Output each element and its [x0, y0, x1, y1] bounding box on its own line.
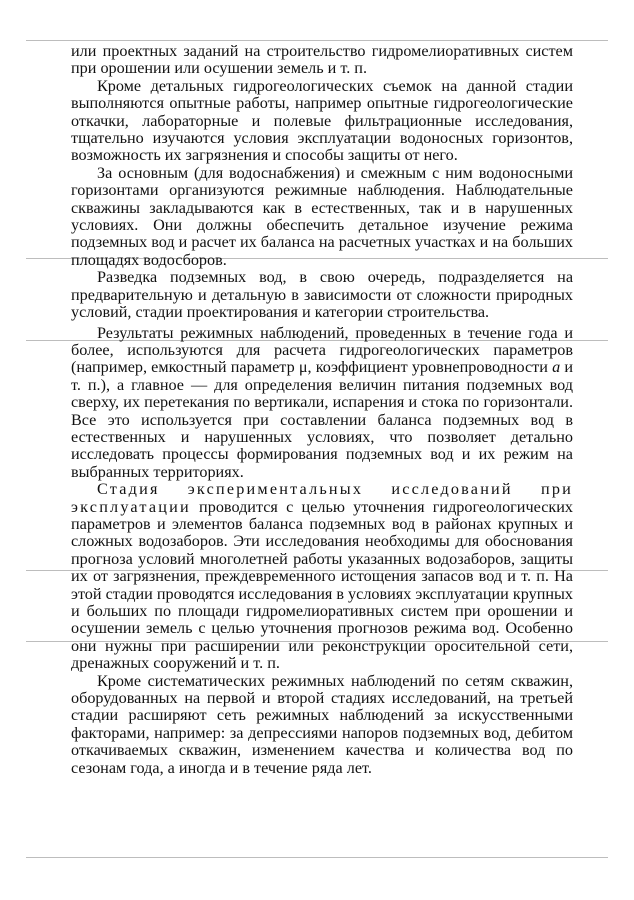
text-span: проводится с целью уточнения гидрогеологических параметров и элементов баланса подземных вод в районах крупных и сложных водозаборов. Эти исследования необходимы для обоснования прогноза условий многолетней работы указанных водозаборов, защиты их от загрязнения, преждевременного истощения запасов вод и т. п. На этой стадии проводятся исследования в условиях эксплуатации крупных и больших по площади гидромелиоративных систем при орошении и осушении земель с целью уточнения прогнозов режима вод. Особенно они нужны при расширении или реконструкции оросительной сети, дренажных сооружений и т. п.: [71, 497, 573, 673]
page-body: [71, 43, 573, 777]
spaced-heading: Стадия экспериментальных исследований при эксплуатации: [71, 480, 573, 516]
text-span: и т. п.), а главное — для определения величин питания подземных вод сверху, их перетекания по вертикали, испарения и стока по горизонтали. Все это используется при составлении баланса подземных вод в естественных и нарушенных условиях, что позволяет детально исследовать процессы формирования подземных вод и их режим на выбранных территориях.: [71, 358, 573, 481]
text-span: Результаты режимных наблюдений, проведенных в течение года и более, используются для расчета гидрогеологических параметров (например, емкостный параметр μ, коэффициент уровнепроводности: [71, 323, 573, 377]
paragraph-regime-observations: За основным (для водоснабжения) и смежным с ним водоносными горизонтами организуются режимные наблюдения. Наблюдательные скважины закладываются как в естественных, так и в нарушенных условиях. Они должны обеспечить детальное изучение режима подземных вод и расчет их баланса на расчетных участках и на больших площадях водосборов.: [71, 163, 574, 269]
paragraph-exploration: Разведка подземных вод, в свою очередь, подразделяется на предварительную и детальную в зависимости от сложности природных условий, стадии проектирования и категории строительства.: [71, 268, 573, 322]
variable-a: a: [552, 358, 561, 377]
paragraph-systematic-observations: Кроме систематических режимных наблюдений по сетям скважин, оборудованных на первой и второй стадиях исследований, на третьей стадии расширяют сеть режимных наблюдений за искусственными факторами, например: за депрессиями напоров подземных вод, дебитом откачиваемых скважин, изменением качества и количества вод по сезонам года, а иногда и в течение ряда лет.: [71, 671, 573, 777]
paragraph-observation-results: [71, 325, 573, 482]
scan-line: [26, 40, 608, 41]
paragraph-detailed-surveys: Кроме детальных гидрогеологических съемок на данной стадии выполняются опытные работы, например опытные гидрогеологические откачки, лабораторные и полевые фильтрационные исследования, тщательно изучаются условия эксплуатации водоносных горизонтов, возможность их загрязнения и способы защиты от него.: [71, 76, 573, 165]
paragraph-experimental-stage: [71, 481, 573, 672]
scan-line: [26, 857, 608, 858]
paragraph-continuation: или проектных заданий на строительство гидромелиоративных систем при орошении или осушении земель и т. п.: [71, 42, 573, 78]
